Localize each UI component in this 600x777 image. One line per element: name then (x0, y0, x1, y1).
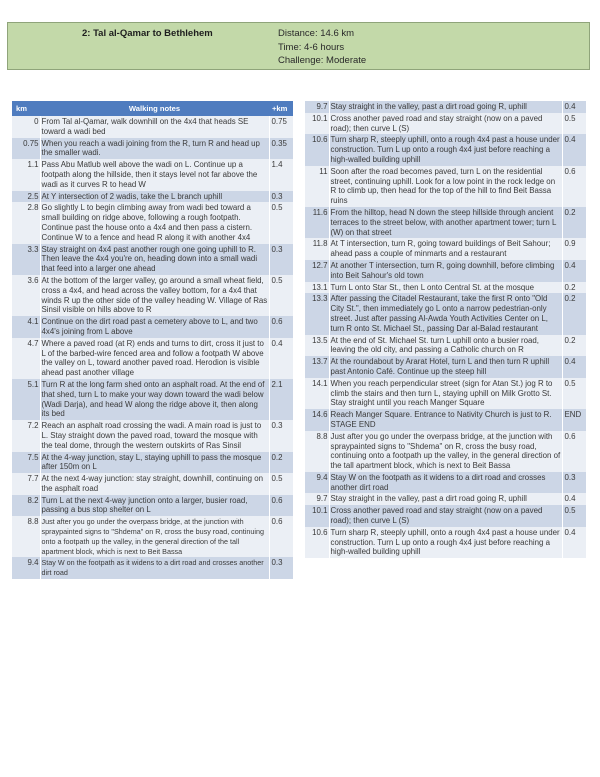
note-cell: At the roundabout by Ararat Hotel, turn L and then turn R uphill past Antonio Café. Continue up the steep hill (329, 356, 562, 378)
note-cell: Go slightly L to begin climbing away from wadi bed toward a small building on ridge above, following a rough footpath. Continue past the house onto a 4x4 and then pass a cistern. Continue W to a fence and head R along it with another 4x4 (40, 202, 269, 243)
note-cell: Reach Manger Square. Entrance to Nativity Church is just to R. STAGE END (329, 409, 562, 431)
km-cell: 10.1 (305, 505, 329, 527)
note-cell: Just after you go under the overpass bridge, at the junction with spraypainted signs to "Shdema" on R, cross the busy road, continuing onto a footpath up the valley, in the general direction of the tall apartment block, which is next to Beit Bassa (330, 431, 561, 471)
table-row (305, 472, 586, 494)
note-cell: Pass Abu Matlub well above the wadi on L. Continue up a footpath along the hillside, then it stays level not far above the wadi as it curves R to head W (40, 159, 269, 190)
note-cell: Turn L at the next 4-way junction onto a larger, busier road, passing a bus stop shelter on L (40, 495, 269, 517)
column-header-plus-km: +km (269, 101, 293, 116)
plus-km-cell: 0.5 (562, 505, 586, 527)
km-cell: 8.2 (12, 495, 40, 517)
table-row (12, 202, 293, 243)
walking-notes-table-left (12, 101, 293, 579)
route-title: 2: Tal al-Qamar to Bethlehem (82, 28, 213, 39)
plus-km-cell: 0.3 (269, 420, 293, 451)
walking-notes-table-right (305, 101, 586, 558)
note-cell: At Y intersection of 2 wadis, take the L branch uphill (40, 191, 269, 203)
plus-km-cell: 0.2 (562, 335, 586, 357)
table-row (305, 356, 586, 378)
plus-km-cell: 0.3 (269, 191, 293, 203)
table-row (305, 493, 586, 505)
km-cell: 8.8 (305, 431, 329, 472)
note-cell: Stay W on the footpath as it widens to a dirt road and crosses another dirt road (40, 557, 269, 579)
km-cell: 3.6 (12, 275, 40, 316)
table-row (12, 516, 293, 557)
plus-km-cell: 0.4 (562, 101, 586, 113)
plus-km-cell: 0.3 (562, 472, 586, 494)
route-distance: Distance: 14.6 km (278, 28, 355, 39)
table-row (305, 505, 586, 527)
table-header-row (12, 101, 293, 116)
column-header-km: km (12, 101, 40, 116)
plus-km-cell: 0.3 (269, 244, 293, 275)
note-cell: Continue on the dirt road past a cemetery above to L, and two 4x4's joining from L above (40, 316, 269, 338)
km-cell: 13.3 (305, 293, 329, 334)
note-cell: Just after you go under the overpass bridge, at the junction with spraypainted signs to "Shdema" on R, cross the busy road, continuing onto a footpath up the valley, in the general direction of the tall apartment block, which is next to Beit Bassa (40, 516, 269, 557)
plus-km-cell: 0.5 (269, 275, 293, 316)
table-row (305, 166, 586, 207)
km-cell: 7.7 (12, 473, 40, 495)
plus-km-cell: 1.4 (269, 159, 293, 190)
note-cell: When you reach a wadi joining from the R, turn R and head up the smaller wadi. (40, 138, 269, 160)
note-cell: From the hilltop, head N down the steep hillside through ancient terraces to the street below, with another apartment tower; turn L (W) on that street (329, 207, 562, 238)
km-cell: 3.3 (12, 244, 40, 275)
plus-km-cell: 0.4 (562, 260, 586, 282)
km-cell: 14.6 (305, 409, 329, 431)
route-challenge: Challenge: Moderate (278, 55, 367, 66)
km-cell: 14.1 (305, 378, 329, 409)
km-cell: 5.1 (12, 379, 40, 420)
km-cell: 0.75 (12, 138, 40, 160)
note-cell: Turn sharp R, steeply uphill, onto a rough 4x4 past a house under construction. Turn L up onto a rough 4x4 just before reaching a high-walled building uphill (329, 134, 562, 165)
table-row (12, 557, 293, 579)
column-header-walking-notes: Walking notes (40, 101, 269, 116)
km-cell: 7.5 (12, 452, 40, 474)
note-cell: Stay straight on 4x4 past another rough one going uphill to R. Then leave the 4x4 you're on, heading down into a small wadi that feed into a larger one ahead (40, 244, 269, 275)
table-row (12, 159, 293, 190)
km-cell: 7.2 (12, 420, 40, 451)
plus-km-cell: 0.4 (562, 134, 586, 165)
km-cell: 10.6 (305, 134, 329, 165)
plus-km-cell: 0.35 (269, 138, 293, 160)
plus-km-cell: END (562, 409, 586, 431)
note-cell: Stay straight in the valley, past a dirt road going R, uphill (329, 101, 562, 113)
plus-km-cell: 0.3 (269, 557, 293, 579)
note-cell: Reach an asphalt road crossing the wadi. A main road is just to L. Stay straight down the paved road, toward the mosque with the teal dome, through the western outskirts of Ras Sinsil (40, 420, 269, 451)
plus-km-cell: 0.6 (562, 431, 586, 472)
km-cell: 12.7 (305, 260, 329, 282)
note-cell: Cross another paved road and stay straight (now on a paved road); then curve L (S) (329, 113, 562, 135)
table-row (12, 138, 293, 160)
km-cell: 11 (305, 166, 329, 207)
km-cell: 11.6 (305, 207, 329, 238)
plus-km-cell: 0.5 (269, 202, 293, 243)
plus-km-cell: 0.4 (562, 356, 586, 378)
note-cell: Where a paved road (at R) ends and turns to dirt, cross it just to L of the barbed-wire fenced area and follow a footpath W above the valley on L, toward another paved road. Herodion is visible ahead past another village (40, 338, 269, 379)
plus-km-cell: 0.2 (269, 452, 293, 474)
note-cell: Cross another paved road and stay straight (now on a paved road); then curve L (S) (329, 505, 562, 527)
table-row (12, 275, 293, 316)
km-cell: 1.1 (12, 159, 40, 190)
km-cell: 9.4 (12, 557, 40, 579)
table-row (12, 452, 293, 474)
note-cell: Turn R at the long farm shed onto an asphalt road. At the end of that shed, turn L to make your way down toward the wadi below (Wadi Darja), and head W along the ridge above it, then along its bed (40, 379, 269, 420)
plus-km-cell: 0.9 (562, 238, 586, 260)
note-cell: Stay W on the footpath as it widens to a dirt road and crosses another dirt road (329, 472, 562, 494)
plus-km-cell: 0.4 (269, 338, 293, 379)
km-cell: 0 (12, 116, 40, 138)
table-row (12, 420, 293, 451)
km-cell: 10.1 (305, 113, 329, 135)
km-cell: 2.5 (12, 191, 40, 203)
km-cell: 13.5 (305, 335, 329, 357)
plus-km-cell: 0.5 (562, 113, 586, 135)
note-cell: At the 4-way junction, stay L, staying uphill to pass the mosque after 150m on L (40, 452, 269, 474)
table-row (12, 338, 293, 379)
table-row (305, 378, 586, 409)
note-cell: When you reach perpendicular street (sign for Atan St.) jog R to climb the stairs and then turn L, staying uphill on Milk Grotto St. Stay straight until you reach Manger Square (329, 378, 562, 409)
note-cell: Turn L onto Star St., then L onto Central St. at the mosque (329, 282, 562, 294)
note-cell: At the next 4-way junction: stay straight, downhill, continuing on the asphalt road (40, 473, 269, 495)
note-cell: Turn sharp R, steeply uphill, onto a rough 4x4 past a house under construction. Turn L up onto a rough 4x4 just before reaching a high-walled building uphill (329, 527, 562, 558)
km-cell: 2.8 (12, 202, 40, 243)
plus-km-cell: 0.6 (269, 316, 293, 338)
note-cell: At T intersection, turn R, going toward buildings of Beit Sahour; ahead pass a couple of minmarts and a restaurant (329, 238, 562, 260)
plus-km-cell: 0.4 (562, 527, 586, 558)
table-row (305, 431, 586, 472)
plus-km-cell: 2.1 (269, 379, 293, 420)
km-cell: 4.7 (12, 338, 40, 379)
plus-km-cell: 0.2 (562, 207, 586, 238)
table-row (12, 379, 293, 420)
route-meta (278, 27, 366, 68)
table-row (12, 473, 293, 495)
table-row (12, 495, 293, 517)
km-cell: 9.4 (305, 472, 329, 494)
plus-km-cell: 0.6 (269, 516, 293, 557)
km-cell: 10.6 (305, 527, 329, 558)
plus-km-cell: 0.6 (269, 495, 293, 517)
km-cell: 4.1 (12, 316, 40, 338)
route-summary-banner (7, 22, 590, 70)
plus-km-cell: 0.75 (269, 116, 293, 138)
table-row (305, 238, 586, 260)
table-row (305, 335, 586, 357)
table-row (12, 116, 293, 138)
note-cell: Stay straight in the valley, past a dirt road going R, uphill (329, 493, 562, 505)
table-row (305, 113, 586, 135)
km-cell: 11.8 (305, 238, 329, 260)
table-row (305, 293, 586, 334)
km-cell: 13.1 (305, 282, 329, 294)
route-time: Time: 4-6 hours (278, 41, 345, 53)
note-cell: At the bottom of the larger valley, go around a small wheat field, cross a 4x4, and head across the valley bottom, for a 4x4 that winds R up the other side of the valley heading W. Village of Ras Sinsil visible on hills above to R (41, 275, 268, 315)
km-cell: 9.7 (305, 101, 329, 113)
note-cell: From Tal al-Qamar, walk downhill on the 4x4 that heads SE toward a wadi bed (40, 116, 269, 138)
plus-km-cell: 0.2 (562, 293, 586, 334)
plus-km-cell: 0.6 (562, 166, 586, 207)
table-row (305, 527, 586, 558)
table-row (305, 101, 586, 113)
plus-km-cell: 0.2 (562, 282, 586, 294)
plus-km-cell: 0.5 (269, 473, 293, 495)
km-cell: 8.8 (12, 516, 40, 557)
note-cell: Soon after the road becomes paved, turn L on the residential street, continuing uphill. Look for a low point in the rock ledge on R to climb up, then head for the top of the hill to find Beit Bassa ruins (329, 166, 562, 207)
table-row (12, 316, 293, 338)
table-row (305, 134, 586, 165)
table-row (305, 207, 586, 238)
table-row (12, 191, 293, 203)
table-row (305, 409, 586, 431)
table-row (12, 244, 293, 275)
table-row (305, 282, 586, 294)
table-row (305, 260, 586, 282)
km-cell: 13.7 (305, 356, 329, 378)
note-cell: After passing the Citadel Restaurant, take the first R onto "Old City St.", then immediately go L onto a narrow pedestrian-only street. Just after passing Al-Awda Youth Activities Center on L, turn R onto St. Michael St., passing Dar al-Balad restaurant (329, 293, 562, 334)
km-cell: 9.7 (305, 493, 329, 505)
plus-km-cell: 0.5 (562, 378, 586, 409)
note-cell: At the end of St. Michael St. turn L uphill onto a busier road, leaving the old city, and passing a Catholic church on R (329, 335, 562, 357)
plus-km-cell: 0.4 (562, 493, 586, 505)
note-cell: At another T intersection, turn R, going downhill, before climbing into Beit Sahour's old town (329, 260, 562, 282)
